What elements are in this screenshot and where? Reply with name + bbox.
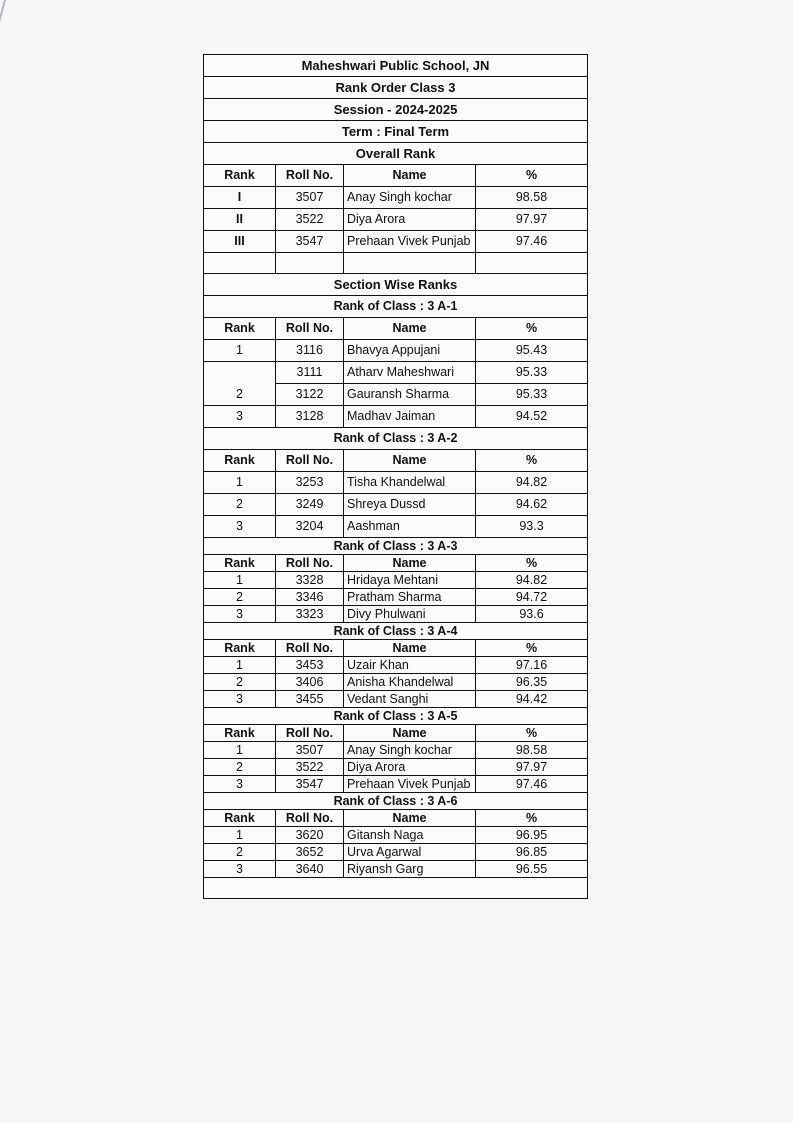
roll-cell: 3122	[276, 384, 344, 406]
col-rank: Rank	[204, 810, 276, 827]
section-a4	[204, 623, 588, 708]
table-row	[204, 844, 588, 861]
name-cell: Tisha Khandelwal	[344, 472, 476, 494]
name-cell: Urva Agarwal	[344, 844, 476, 861]
rank-cell: 1	[204, 742, 276, 759]
section-a2	[204, 428, 588, 538]
roll-cell: 3547	[276, 776, 344, 793]
col-rank: Rank	[204, 725, 276, 742]
roll-cell: 3323	[276, 606, 344, 623]
roll-cell: 3128	[276, 406, 344, 428]
roll-cell: 3507	[276, 742, 344, 759]
col-name: Name	[344, 640, 476, 657]
pct-cell: 96.55	[476, 861, 588, 878]
table-row	[204, 589, 588, 606]
col-name: Name	[344, 555, 476, 572]
col-rank: Rank	[204, 450, 276, 472]
table-header-row	[204, 810, 588, 827]
roll-cell: 3111	[276, 362, 344, 384]
roll-cell: 3507	[276, 187, 344, 209]
table-row	[204, 759, 588, 776]
scan-edge-mark	[0, 0, 6, 115]
col-pct: %	[476, 165, 588, 187]
pct-cell: 96.85	[476, 844, 588, 861]
table-row	[204, 384, 588, 406]
table-row	[204, 187, 588, 209]
name-cell: Bhavya Appujani	[344, 340, 476, 362]
table-header-row	[204, 555, 588, 572]
name-cell: Anay Singh kochar	[344, 742, 476, 759]
table-row	[204, 776, 588, 793]
rank-cell: II	[204, 209, 276, 231]
pct-cell: 97.16	[476, 657, 588, 674]
name-cell: Gauransh Sharma	[344, 384, 476, 406]
col-pct: %	[476, 555, 588, 572]
table-header-row	[204, 640, 588, 657]
rank-cell: 2	[204, 494, 276, 516]
rank-cell: 3	[204, 606, 276, 623]
col-roll: Roll No.	[276, 810, 344, 827]
name-cell: Shreya Dussd	[344, 494, 476, 516]
table-row	[204, 691, 588, 708]
rank-cell: 1	[204, 472, 276, 494]
name-cell: Divy Phulwani	[344, 606, 476, 623]
col-roll: Roll No.	[276, 555, 344, 572]
name-cell: Madhav Jaiman	[344, 406, 476, 428]
col-name: Name	[344, 725, 476, 742]
col-name: Name	[344, 810, 476, 827]
rank-cell: 1	[204, 572, 276, 589]
pct-cell: 94.42	[476, 691, 588, 708]
col-name: Name	[344, 450, 476, 472]
empty-cell	[476, 253, 588, 274]
rank-cell: 2	[204, 589, 276, 606]
table-row	[204, 209, 588, 231]
name-cell: Prehaan Vivek Punjab	[344, 776, 476, 793]
table-header-row	[204, 725, 588, 742]
pct-cell: 93.6	[476, 606, 588, 623]
name-cell: Riyansh Garg	[344, 861, 476, 878]
name-cell: Prehaan Vivek Punjab	[344, 231, 476, 253]
section-title: Rank of Class : 3 A-3	[204, 538, 588, 555]
rank-cell: 1	[204, 657, 276, 674]
rank-cell: 3	[204, 516, 276, 538]
pct-cell: 98.58	[476, 742, 588, 759]
roll-cell: 3116	[276, 340, 344, 362]
pct-cell: 95.33	[476, 384, 588, 406]
roll-cell: 3640	[276, 861, 344, 878]
pct-cell: 97.46	[476, 231, 588, 253]
name-cell: Vedant Sanghi	[344, 691, 476, 708]
rank-cell: I	[204, 187, 276, 209]
name-cell: Pratham Sharma	[344, 589, 476, 606]
col-rank: Rank	[204, 318, 276, 340]
section-a1	[204, 296, 588, 428]
empty-cell	[276, 253, 344, 274]
col-rank: Rank	[204, 555, 276, 572]
section-wise-title: Section Wise Ranks	[204, 274, 588, 296]
table-row	[204, 742, 588, 759]
roll-cell: 3328	[276, 572, 344, 589]
col-pct: %	[476, 318, 588, 340]
school-name: Maheshwari Public School, JN	[204, 55, 588, 77]
pct-cell: 98.58	[476, 187, 588, 209]
col-roll: Roll No.	[276, 640, 344, 657]
section-title: Rank of Class : 3 A-1	[204, 296, 588, 318]
rank-order-title: Rank Order Class 3	[204, 77, 588, 99]
name-cell: Diya Arora	[344, 759, 476, 776]
pct-cell: 97.97	[476, 209, 588, 231]
rank-cell: 3	[204, 776, 276, 793]
col-rank: Rank	[204, 165, 276, 187]
section-a5	[204, 708, 588, 793]
roll-cell: 3522	[276, 209, 344, 231]
rank-cell	[204, 362, 276, 384]
name-cell: Gitansh Naga	[344, 827, 476, 844]
name-cell: Anay Singh kochar	[344, 187, 476, 209]
section-title: Rank of Class : 3 A-6	[204, 793, 588, 810]
col-name: Name	[344, 165, 476, 187]
col-pct: %	[476, 810, 588, 827]
col-pct: %	[476, 450, 588, 472]
pct-cell: 93.3	[476, 516, 588, 538]
rank-cell: 3	[204, 691, 276, 708]
table-row	[204, 406, 588, 428]
rank-cell: 2	[204, 674, 276, 691]
pct-cell: 94.52	[476, 406, 588, 428]
empty-cell	[204, 253, 276, 274]
table-row	[204, 472, 588, 494]
rank-cell: 2	[204, 384, 276, 406]
pct-cell: 94.82	[476, 472, 588, 494]
sheet-header	[204, 55, 588, 165]
pct-cell: 96.95	[476, 827, 588, 844]
roll-cell: 3453	[276, 657, 344, 674]
section-title: Rank of Class : 3 A-2	[204, 428, 588, 450]
section-title: Rank of Class : 3 A-5	[204, 708, 588, 725]
col-pct: %	[476, 640, 588, 657]
roll-cell: 3346	[276, 589, 344, 606]
section-a6	[204, 793, 588, 899]
name-cell: Aashman	[344, 516, 476, 538]
rank-cell: 3	[204, 406, 276, 428]
table-row	[204, 674, 588, 691]
col-rank: Rank	[204, 640, 276, 657]
blank-row	[204, 253, 588, 274]
name-cell: Hridaya Mehtani	[344, 572, 476, 589]
col-name: Name	[344, 318, 476, 340]
rank-cell: 2	[204, 759, 276, 776]
rank-cell: 1	[204, 340, 276, 362]
roll-cell: 3652	[276, 844, 344, 861]
roll-cell: 3406	[276, 674, 344, 691]
pct-cell: 94.62	[476, 494, 588, 516]
overall-rank-title: Overall Rank	[204, 143, 588, 165]
name-cell: Atharv Maheshwari	[344, 362, 476, 384]
col-roll: Roll No.	[276, 165, 344, 187]
table-row	[204, 231, 588, 253]
blank-row	[204, 878, 588, 899]
table-row	[204, 657, 588, 674]
section-title: Rank of Class : 3 A-4	[204, 623, 588, 640]
table-row	[204, 606, 588, 623]
rank-cell: 2	[204, 844, 276, 861]
table-row	[204, 340, 588, 362]
rank-cell: 1	[204, 827, 276, 844]
roll-cell: 3620	[276, 827, 344, 844]
table-header-row	[204, 318, 588, 340]
name-cell: Anisha Khandelwal	[344, 674, 476, 691]
session-label: Session - 2024-2025	[204, 99, 588, 121]
rank-order-sheet	[203, 54, 588, 899]
table-header-row	[204, 165, 588, 187]
pct-cell: 97.97	[476, 759, 588, 776]
pct-cell: 94.82	[476, 572, 588, 589]
term-label: Term : Final Term	[204, 121, 588, 143]
empty-cell	[204, 878, 588, 899]
roll-cell: 3522	[276, 759, 344, 776]
table-header-row	[204, 450, 588, 472]
table-row	[204, 827, 588, 844]
section-wise-header	[204, 274, 588, 296]
table-row	[204, 572, 588, 589]
empty-cell	[344, 253, 476, 274]
roll-cell: 3253	[276, 472, 344, 494]
col-pct: %	[476, 725, 588, 742]
name-cell: Uzair Khan	[344, 657, 476, 674]
table-row	[204, 362, 588, 384]
table-row	[204, 494, 588, 516]
table-row	[204, 516, 588, 538]
pct-cell: 95.43	[476, 340, 588, 362]
pct-cell: 96.35	[476, 674, 588, 691]
overall-rank-table	[204, 165, 588, 274]
table-row	[204, 861, 588, 878]
col-roll: Roll No.	[276, 725, 344, 742]
section-a3	[204, 538, 588, 623]
roll-cell: 3249	[276, 494, 344, 516]
pct-cell: 95.33	[476, 362, 588, 384]
col-roll: Roll No.	[276, 450, 344, 472]
name-cell: Diya Arora	[344, 209, 476, 231]
rank-cell: 3	[204, 861, 276, 878]
roll-cell: 3547	[276, 231, 344, 253]
roll-cell: 3455	[276, 691, 344, 708]
pct-cell: 97.46	[476, 776, 588, 793]
roll-cell: 3204	[276, 516, 344, 538]
rank-cell: III	[204, 231, 276, 253]
pct-cell: 94.72	[476, 589, 588, 606]
col-roll: Roll No.	[276, 318, 344, 340]
